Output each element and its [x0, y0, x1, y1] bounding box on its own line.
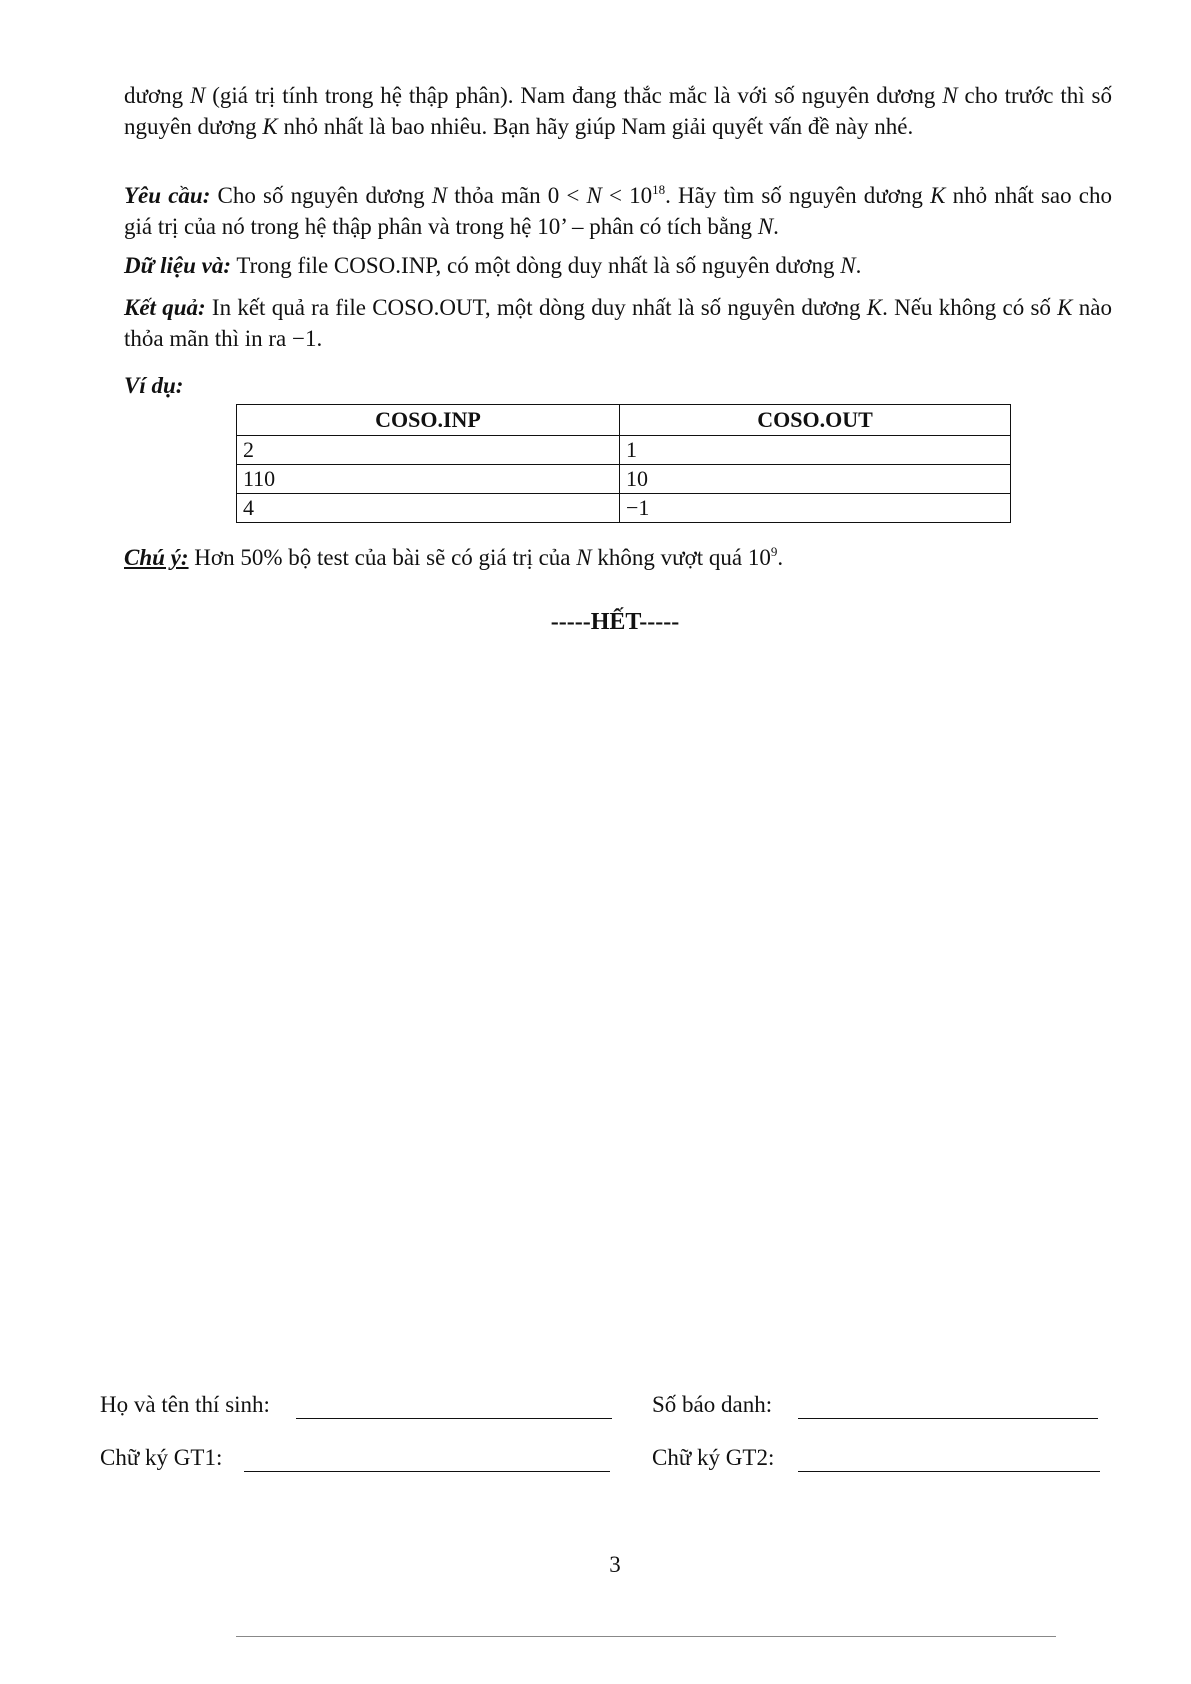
- footer-divider: [236, 1636, 1056, 1637]
- table-cell: 10: [620, 465, 1011, 494]
- variable-k: K: [930, 183, 946, 208]
- table-cell: 2: [237, 436, 620, 465]
- text: . Hãy tìm số nguyên dương: [665, 183, 931, 208]
- table-cell: 110: [237, 465, 620, 494]
- table-row: [237, 465, 1011, 494]
- table-row: [237, 494, 1011, 523]
- text: nhỏ nhất sao cho giá trị của nó trong hệ thập phân và trong hệ 10’ – phân có tích bằng: [124, 183, 1112, 239]
- table-cell: 1: [620, 436, 1011, 465]
- input-label: Dữ liệu và:: [124, 253, 232, 278]
- candidate-name-line: [296, 1418, 612, 1419]
- input-section: [124, 250, 1112, 281]
- text: (giá trị tính trong hệ thập phân). Nam đang thắc mắc là với số nguyên dương: [205, 83, 943, 108]
- text: nhỏ nhất là bao nhiêu. Bạn hãy giúp Nam giải quyết vấn đề này nhé.: [277, 114, 914, 139]
- end-mark: -----HẾT-----: [550, 609, 680, 635]
- requirement-label: Yêu cầu:: [124, 183, 211, 208]
- column-header-output: COSO.OUT: [620, 405, 1011, 436]
- supervisor1-signature-line: [244, 1471, 610, 1472]
- variable-n: N: [576, 545, 592, 570]
- table-cell: −1: [620, 494, 1011, 523]
- text: .: [773, 214, 779, 239]
- supervisor2-signature-line: [798, 1471, 1100, 1472]
- example-label: [124, 370, 1112, 401]
- text: Cho số nguyên dương: [210, 183, 432, 208]
- supervisor1-signature-label: Chữ ký GT1:: [100, 1445, 223, 1470]
- requirement-section: [124, 180, 1112, 242]
- page-number: 3: [609, 1552, 621, 1577]
- text: .: [855, 253, 862, 278]
- text: < 10: [601, 183, 653, 208]
- exponent: 18: [652, 182, 666, 197]
- variable-n: N: [586, 183, 602, 208]
- note-section: [124, 542, 783, 573]
- variable-n: N: [942, 83, 958, 108]
- variable-n: N: [840, 253, 856, 278]
- text: . Nếu không có số: [882, 295, 1058, 320]
- example-heading: Ví dụ:: [124, 373, 184, 398]
- text: .: [777, 545, 784, 570]
- text: Hơn 50% bộ test của bài sẽ có giá trị của: [188, 545, 577, 570]
- variable-n: N: [431, 183, 448, 208]
- candidate-id-label: Số báo danh:: [652, 1392, 773, 1417]
- text: thỏa mãn 0 <: [447, 183, 587, 208]
- text: nào thỏa mãn thì in ra −1.: [124, 295, 1112, 351]
- table-header-row: [237, 405, 1011, 436]
- table-cell: 4: [237, 494, 620, 523]
- text: cho trước thì số nguyên dương: [124, 83, 1112, 139]
- supervisor2-signature-label: Chữ ký GT2:: [652, 1445, 775, 1470]
- problem-statement-continued: [124, 80, 1112, 142]
- variable-k: K: [866, 295, 883, 320]
- example-table: [236, 404, 1011, 523]
- table-row: [237, 436, 1011, 465]
- note-label: Chú ý:: [124, 545, 189, 570]
- variable-k: K: [1057, 295, 1073, 320]
- candidate-name-label: Họ và tên thí sinh:: [100, 1392, 270, 1417]
- column-header-input: COSO.INP: [237, 405, 620, 436]
- text: dương: [124, 83, 191, 108]
- output-label: Kết quả:: [124, 295, 206, 320]
- exponent: 9: [770, 544, 778, 559]
- variable-n: N: [190, 83, 206, 108]
- variable-n: N: [757, 214, 774, 239]
- text: không vượt quá 10: [591, 545, 771, 570]
- variable-k: K: [262, 114, 278, 139]
- candidate-id-line: [798, 1418, 1098, 1419]
- output-section: [124, 292, 1112, 354]
- text: In kết quả ra file COSO.OUT, một dòng duy nhất là số nguyên dương: [205, 295, 867, 320]
- text: Trong file COSO.INP, có một dòng duy nhất là số nguyên dương: [231, 253, 841, 278]
